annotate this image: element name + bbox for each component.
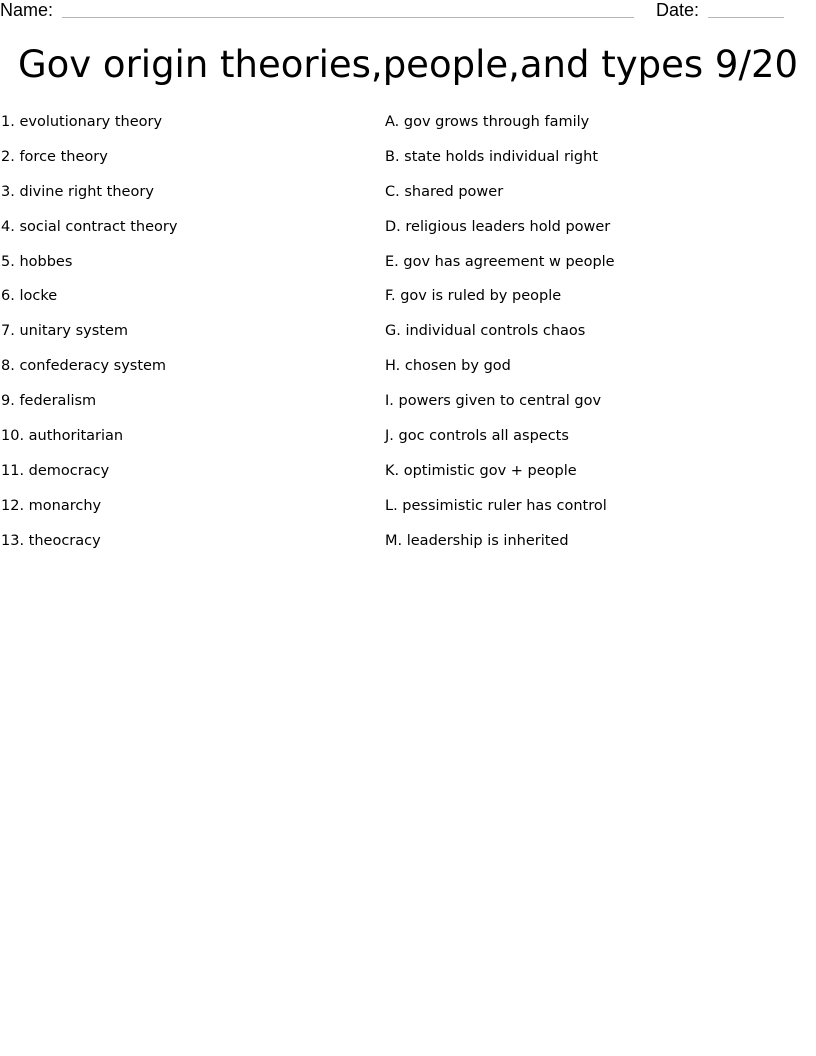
definition-item: E. gov has agreement w people (385, 253, 615, 270)
definition-item: K. optimistic gov + people (385, 462, 577, 479)
term-item: 8. confederacy system (1, 358, 167, 375)
definition-item: L. pessimistic ruler has control (385, 497, 607, 514)
term-item: 4. social contract theory (1, 218, 178, 235)
name-blank-line (62, 17, 634, 18)
worksheet-header (0, 0, 816, 22)
definition-item: B. state holds individual right (385, 148, 599, 165)
term-item: 2. force theory (1, 148, 108, 165)
definition-item: C. shared power (385, 183, 504, 200)
definition-item: A. gov grows through family (385, 114, 590, 130)
definition-item: H. chosen by god (385, 358, 511, 375)
definitions-list (385, 112, 805, 566)
term-item: 1. evolutionary theory (1, 114, 163, 130)
term-item: 5. hobbes (1, 253, 73, 270)
page-title: Gov origin theories,people,and types 9/20 (17, 43, 799, 86)
term-item: 13. theocracy (1, 532, 101, 549)
definition-item: F. gov is ruled by people (385, 288, 562, 305)
term-item: 3. divine right theory (1, 183, 154, 200)
definition-item: I. powers given to central gov (385, 393, 602, 410)
term-item: 12. monarchy (1, 497, 102, 514)
name-label: Name: (0, 0, 54, 20)
term-item: 9. federalism (1, 393, 97, 410)
definition-item: M. leadership is inherited (385, 532, 569, 549)
date-blank-line (708, 17, 784, 18)
term-item: 7. unitary system (1, 323, 128, 340)
term-item: 11. democracy (1, 462, 110, 479)
definition-item: D. religious leaders hold power (385, 218, 611, 235)
definition-item: J. goc controls all aspects (385, 428, 569, 445)
terms-list (1, 112, 361, 566)
definition-item: G. individual controls chaos (385, 323, 586, 340)
term-item: 6. locke (1, 288, 58, 305)
date-label: Date: (656, 0, 700, 20)
term-item: 10. authoritarian (1, 428, 124, 445)
